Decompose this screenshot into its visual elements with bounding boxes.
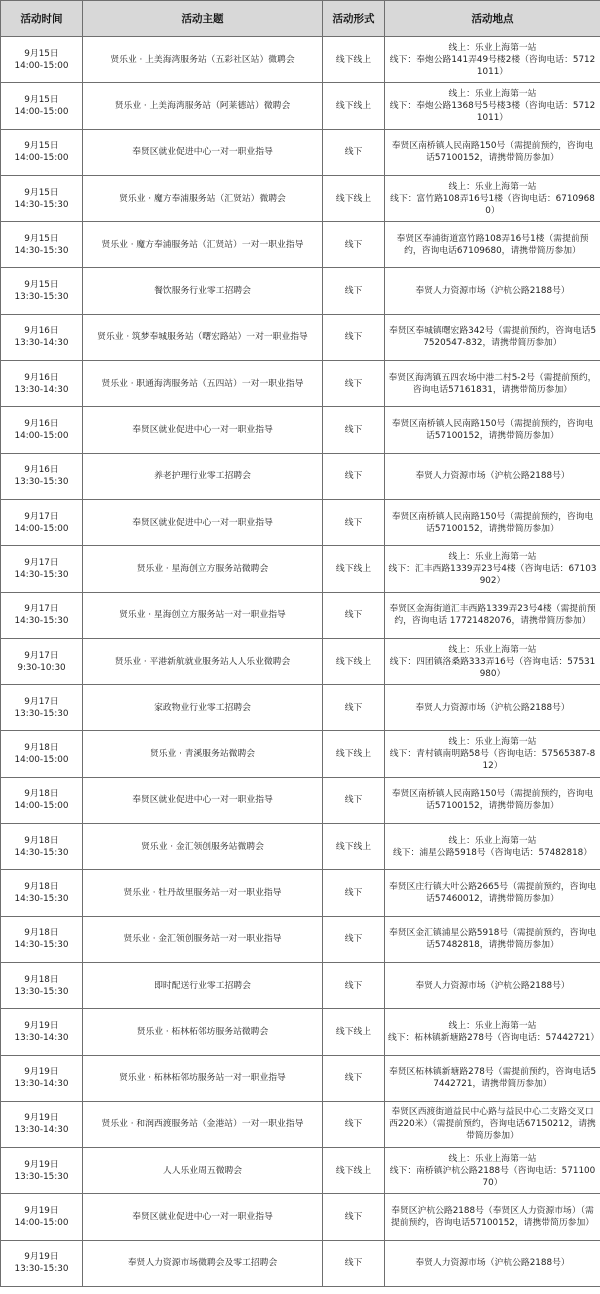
activity-time-range: 9:30-10:30 (17, 662, 66, 673)
activity-date: 9月17日 (24, 696, 59, 707)
cell-activity-form: 线下 (323, 916, 385, 962)
cell-activity-location: 奉贤人力资源市场（沪杭公路2188号） (385, 453, 600, 499)
activity-time-range: 14:30-15:30 (14, 245, 69, 256)
cell-activity-location: 奉贤区庄行镇大叶公路2665号（需提前预约，咨询电话57460012，请携带简历参加） (385, 870, 600, 916)
cell-activity-time (1, 129, 83, 175)
activity-date: 9月15日 (24, 94, 59, 105)
cell-activity-form: 线下 (323, 685, 385, 731)
cell-activity-theme: 奉贤区就业促进中心一对一职业指导 (83, 1194, 323, 1240)
activity-time-range: 13:30-15:30 (14, 477, 69, 488)
cell-activity-form: 线下 (323, 1055, 385, 1101)
table-row (1, 129, 600, 175)
activity-time-range: 14:00-15:00 (14, 60, 69, 71)
cell-activity-location: 奉贤区西渡街道益民中心路与益民中心二支路交叉口西220米）（需提前预约，咨询电话67150212，请携带简历参加） (385, 1101, 600, 1147)
cell-activity-time (1, 638, 83, 684)
activity-date: 9月17日 (24, 511, 59, 522)
activity-date: 9月16日 (24, 465, 59, 476)
cell-activity-time (1, 499, 83, 545)
activity-date: 9月18日 (24, 974, 59, 985)
table-row (1, 962, 600, 1008)
cell-activity-form: 线下 (323, 268, 385, 314)
cell-activity-theme: 贤乐业 · 金汇领创服务站一对一职业指导 (83, 916, 323, 962)
cell-activity-time (1, 1009, 83, 1055)
cell-activity-time (1, 731, 83, 777)
cell-activity-theme: 即时配送行业零工招聘会 (83, 962, 323, 1008)
activity-date: 9月18日 (24, 835, 59, 846)
cell-activity-location: 线上：乐业上海第一站 线下：青村镇南明路58号（咨询电话：57565387-812） (385, 731, 600, 777)
activity-date: 9月19日 (24, 1159, 59, 1170)
cell-activity-form: 线下 (323, 592, 385, 638)
table-row (1, 638, 600, 684)
cell-activity-location: 奉贤区南桥镇人民南路150号（需提前预约，咨询电话57100152，请携带简历参加） (385, 777, 600, 823)
table-row (1, 222, 600, 268)
cell-activity-form: 线下 (323, 870, 385, 916)
activity-date: 9月15日 (24, 141, 59, 152)
cell-activity-time (1, 1055, 83, 1101)
cell-activity-form: 线下 (323, 1240, 385, 1286)
cell-activity-form: 线下 (323, 314, 385, 360)
activity-time-range: 14:30-15:30 (14, 893, 69, 904)
cell-activity-time (1, 407, 83, 453)
cell-activity-form: 线下 (323, 222, 385, 268)
cell-activity-theme: 贤乐业 · 金汇领创服务站微聘会 (83, 824, 323, 870)
cell-activity-form: 线下 (323, 361, 385, 407)
cell-activity-time (1, 83, 83, 129)
table-row (1, 1194, 600, 1240)
activity-date: 9月18日 (24, 789, 59, 800)
cell-activity-time (1, 361, 83, 407)
table-body (1, 37, 600, 1287)
activity-date: 9月15日 (24, 280, 59, 291)
cell-activity-time (1, 453, 83, 499)
cell-activity-time (1, 268, 83, 314)
cell-activity-theme: 养老护理行业零工招聘会 (83, 453, 323, 499)
cell-activity-time (1, 1101, 83, 1147)
table-row (1, 1240, 600, 1286)
activity-date: 9月17日 (24, 650, 59, 661)
table-row (1, 37, 600, 83)
header-activity-location: 活动地点 (385, 1, 600, 37)
activity-date: 9月19日 (24, 1206, 59, 1217)
activity-time-range: 14:00-15:00 (14, 801, 69, 812)
cell-activity-time (1, 777, 83, 823)
table-row (1, 1101, 600, 1147)
cell-activity-form: 线下 (323, 962, 385, 1008)
cell-activity-form: 线下线上 (323, 37, 385, 83)
activity-time-range: 13:30-15:30 (14, 986, 69, 997)
cell-activity-form: 线下线上 (323, 1009, 385, 1055)
cell-activity-location: 奉贤区南桥镇人民南路150号（需提前预约，咨询电话57100152，请携带简历参加） (385, 407, 600, 453)
activity-time-range: 14:00-15:00 (14, 153, 69, 164)
cell-activity-theme: 贤乐业 · 柘林柘邻坊服务站微聘会 (83, 1009, 323, 1055)
cell-activity-theme: 奉贤区就业促进中心一对一职业指导 (83, 499, 323, 545)
table-row (1, 499, 600, 545)
activity-date: 9月16日 (24, 372, 59, 383)
cell-activity-form: 线下线上 (323, 824, 385, 870)
activity-date: 9月15日 (24, 187, 59, 198)
cell-activity-form: 线下线上 (323, 731, 385, 777)
cell-activity-location: 线上：乐业上海第一站 线下：汇丰西路1339弄23号4楼（咨询电话：67103902） (385, 546, 600, 592)
cell-activity-location: 线上：乐业上海第一站 线下：富竹路108弄16号1楼（咨询电话：67109680） (385, 175, 600, 221)
activity-date: 9月17日 (24, 557, 59, 568)
cell-activity-theme: 贤乐业 · 上美海湾服务站（五彩社区站）微聘会 (83, 37, 323, 83)
cell-activity-form: 线下线上 (323, 83, 385, 129)
activity-date: 9月19日 (24, 1020, 59, 1031)
cell-activity-time (1, 546, 83, 592)
cell-activity-theme: 贤乐业 · 星海创立方服务站微聘会 (83, 546, 323, 592)
cell-activity-time (1, 222, 83, 268)
cell-activity-location: 奉贤区金海街道汇丰西路1339弄23号4楼（需提前预约，咨询电话 17721482076，请携带简历参加） (385, 592, 600, 638)
activity-time-range: 14:30-15:30 (14, 847, 69, 858)
cell-activity-theme: 贤乐业 · 平港新航就业服务站人人乐业微聘会 (83, 638, 323, 684)
cell-activity-time (1, 685, 83, 731)
cell-activity-theme: 贤乐业 · 魔方奉浦服务站（汇贤站）微聘会 (83, 175, 323, 221)
header-activity-theme: 活动主题 (83, 1, 323, 37)
activity-time-range: 14:30-15:30 (14, 199, 69, 210)
cell-activity-location: 奉贤人力资源市场（沪杭公路2188号） (385, 962, 600, 1008)
cell-activity-location: 奉贤区海湾镇五四农场中港二村5-2号（需提前预约，咨询电话57161831，请携带简历参加） (385, 361, 600, 407)
cell-activity-location: 线上：乐业上海第一站 线下：四团镇洛桑路333弄16号（咨询电话：57531980） (385, 638, 600, 684)
activity-date: 9月15日 (24, 233, 59, 244)
activity-date: 9月19日 (24, 1113, 59, 1124)
table-row (1, 870, 600, 916)
cell-activity-theme: 贤乐业 · 星海创立方服务站一对一职业指导 (83, 592, 323, 638)
table-header-row (1, 1, 600, 37)
cell-activity-form: 线下线上 (323, 175, 385, 221)
activity-date: 9月18日 (24, 881, 59, 892)
header-activity-time: 活动时间 (1, 1, 83, 37)
cell-activity-form: 线下 (323, 407, 385, 453)
cell-activity-theme: 贤乐业 · 上美海湾服务站（阿莱德站）微聘会 (83, 83, 323, 129)
cell-activity-form: 线下 (323, 499, 385, 545)
cell-activity-location: 线上：乐业上海第一站 线下：浦星公路5918号（咨询电话：57482818） (385, 824, 600, 870)
cell-activity-time (1, 1148, 83, 1194)
activity-time-range: 13:30-15:30 (14, 292, 69, 303)
activity-date: 9月16日 (24, 326, 59, 337)
cell-activity-form: 线下线上 (323, 638, 385, 684)
cell-activity-time (1, 175, 83, 221)
cell-activity-time (1, 1240, 83, 1286)
cell-activity-location: 线上：乐业上海第一站 线下：柘林镇新塘路278号（咨询电话：57442721） (385, 1009, 600, 1055)
cell-activity-location: 奉贤区柘林镇新塘路278号（需提前预约，咨询电话57442721，请携带简历参加） (385, 1055, 600, 1101)
table-row (1, 592, 600, 638)
activity-time-range: 14:30-15:30 (14, 569, 69, 580)
table-row (1, 731, 600, 777)
activity-date: 9月19日 (24, 1252, 59, 1263)
table-row (1, 1055, 600, 1101)
table-row (1, 407, 600, 453)
cell-activity-location: 奉贤区沪杭公路2188号（奉贤区人力资源市场）（需提前预约，咨询电话57100152，请携带简历参加） (385, 1194, 600, 1240)
activity-time-range: 14:00-15:00 (14, 106, 69, 117)
cell-activity-form: 线下 (323, 453, 385, 499)
cell-activity-time (1, 1194, 83, 1240)
table-row (1, 546, 600, 592)
cell-activity-theme: 贤乐业 · 青溪服务站微聘会 (83, 731, 323, 777)
cell-activity-theme: 餐饮服务行业零工招聘会 (83, 268, 323, 314)
cell-activity-theme: 贤乐业 · 柘林柘邻坊服务站一对一职业指导 (83, 1055, 323, 1101)
activity-time-range: 13:30-14:30 (14, 384, 69, 395)
cell-activity-form: 线下 (323, 1101, 385, 1147)
table-row (1, 777, 600, 823)
cell-activity-location: 奉贤区奉浦街道富竹路108弄16号1楼（需提前预约，咨询电话67109680，请携带简历参加） (385, 222, 600, 268)
cell-activity-theme: 奉贤区就业促进中心一对一职业指导 (83, 129, 323, 175)
table-row (1, 175, 600, 221)
activity-time-range: 13:30-15:30 (14, 708, 69, 719)
cell-activity-theme: 贤乐业 · 牡丹故里服务站一对一职业指导 (83, 870, 323, 916)
table-row (1, 453, 600, 499)
cell-activity-form: 线下 (323, 1194, 385, 1240)
cell-activity-time (1, 916, 83, 962)
cell-activity-theme: 人人乐业周五微聘会 (83, 1148, 323, 1194)
activity-date: 9月15日 (24, 48, 59, 59)
activity-time-range: 13:30-14:30 (14, 1032, 69, 1043)
activity-time-range: 14:00-15:00 (14, 523, 69, 534)
activity-date: 9月17日 (24, 604, 59, 615)
activity-time-range: 13:30-15:30 (14, 1171, 69, 1182)
cell-activity-theme: 贤乐业 · 和润西渡服务站（金港站）一对一职业指导 (83, 1101, 323, 1147)
table-row (1, 685, 600, 731)
cell-activity-location: 奉贤区南桥镇人民南路150号（需提前预约，咨询电话57100152，请携带简历参加） (385, 129, 600, 175)
cell-activity-theme: 贤乐业 · 职通海湾服务站（五四站）一对一职业指导 (83, 361, 323, 407)
cell-activity-time (1, 870, 83, 916)
cell-activity-theme: 家政物业行业零工招聘会 (83, 685, 323, 731)
activity-time-range: 14:00-15:00 (14, 431, 69, 442)
cell-activity-location: 线上：乐业上海第一站 线下：南桥镇沪杭公路2188号（咨询电话：57110070） (385, 1148, 600, 1194)
activity-time-range: 13:30-14:30 (14, 338, 69, 349)
cell-activity-location: 奉贤人力资源市场（沪杭公路2188号） (385, 685, 600, 731)
cell-activity-form: 线下线上 (323, 546, 385, 592)
cell-activity-location: 奉贤区金汇镇浦星公路5918号（需提前预约，咨询电话57482818，请携带简历参加） (385, 916, 600, 962)
activity-date: 9月18日 (24, 743, 59, 754)
cell-activity-form: 线下线上 (323, 1148, 385, 1194)
cell-activity-theme: 贤乐业 · 魔方奉浦服务站（汇贤站）一对一职业指导 (83, 222, 323, 268)
cell-activity-theme: 奉贤人力资源市场微聘会及零工招聘会 (83, 1240, 323, 1286)
activity-date: 9月16日 (24, 419, 59, 430)
activity-time-range: 14:30-15:30 (14, 616, 69, 627)
cell-activity-form: 线下 (323, 777, 385, 823)
activity-time-range: 14:00-15:00 (14, 755, 69, 766)
activity-time-range: 13:30-14:30 (14, 1079, 69, 1090)
activity-time-range: 14:30-15:30 (14, 940, 69, 951)
table-row (1, 1148, 600, 1194)
cell-activity-theme: 奉贤区就业促进中心一对一职业指导 (83, 407, 323, 453)
cell-activity-location: 奉贤人力资源市场（沪杭公路2188号） (385, 1240, 600, 1286)
cell-activity-time (1, 824, 83, 870)
activity-time-range: 14:00-15:00 (14, 1218, 69, 1229)
cell-activity-time (1, 314, 83, 360)
table-row (1, 916, 600, 962)
cell-activity-location: 奉贤人力资源市场（沪杭公路2188号） (385, 268, 600, 314)
activity-date: 9月18日 (24, 928, 59, 939)
table-row (1, 314, 600, 360)
table-row (1, 1009, 600, 1055)
cell-activity-location: 奉贤区南桥镇人民南路150号（需提前预约，咨询电话57100152，请携带简历参加） (385, 499, 600, 545)
header-activity-form: 活动形式 (323, 1, 385, 37)
table-row (1, 268, 600, 314)
cell-activity-location: 奉贤区奉城镇曙宏路342号（需提前预约，咨询电话57520547-832，请携带简历参加） (385, 314, 600, 360)
cell-activity-theme: 贤乐业 · 筑梦奉城服务站（曙宏路站）一对一职业指导 (83, 314, 323, 360)
cell-activity-time (1, 37, 83, 83)
cell-activity-form: 线下 (323, 129, 385, 175)
cell-activity-location: 线上：乐业上海第一站 线下：奉炮公路141弄49号楼2楼（咨询电话：57121011） (385, 37, 600, 83)
cell-activity-time (1, 592, 83, 638)
cell-activity-theme: 奉贤区就业促进中心一对一职业指导 (83, 777, 323, 823)
activity-date: 9月19日 (24, 1067, 59, 1078)
activity-time-range: 13:30-14:30 (14, 1125, 69, 1136)
cell-activity-time (1, 962, 83, 1008)
activity-time-range: 13:30-15:30 (14, 1264, 69, 1275)
table-row (1, 824, 600, 870)
table-row (1, 361, 600, 407)
table-row (1, 83, 600, 129)
cell-activity-location: 线上：乐业上海第一站 线下：奉炮公路1368号5号楼3楼（咨询电话：57121011） (385, 83, 600, 129)
